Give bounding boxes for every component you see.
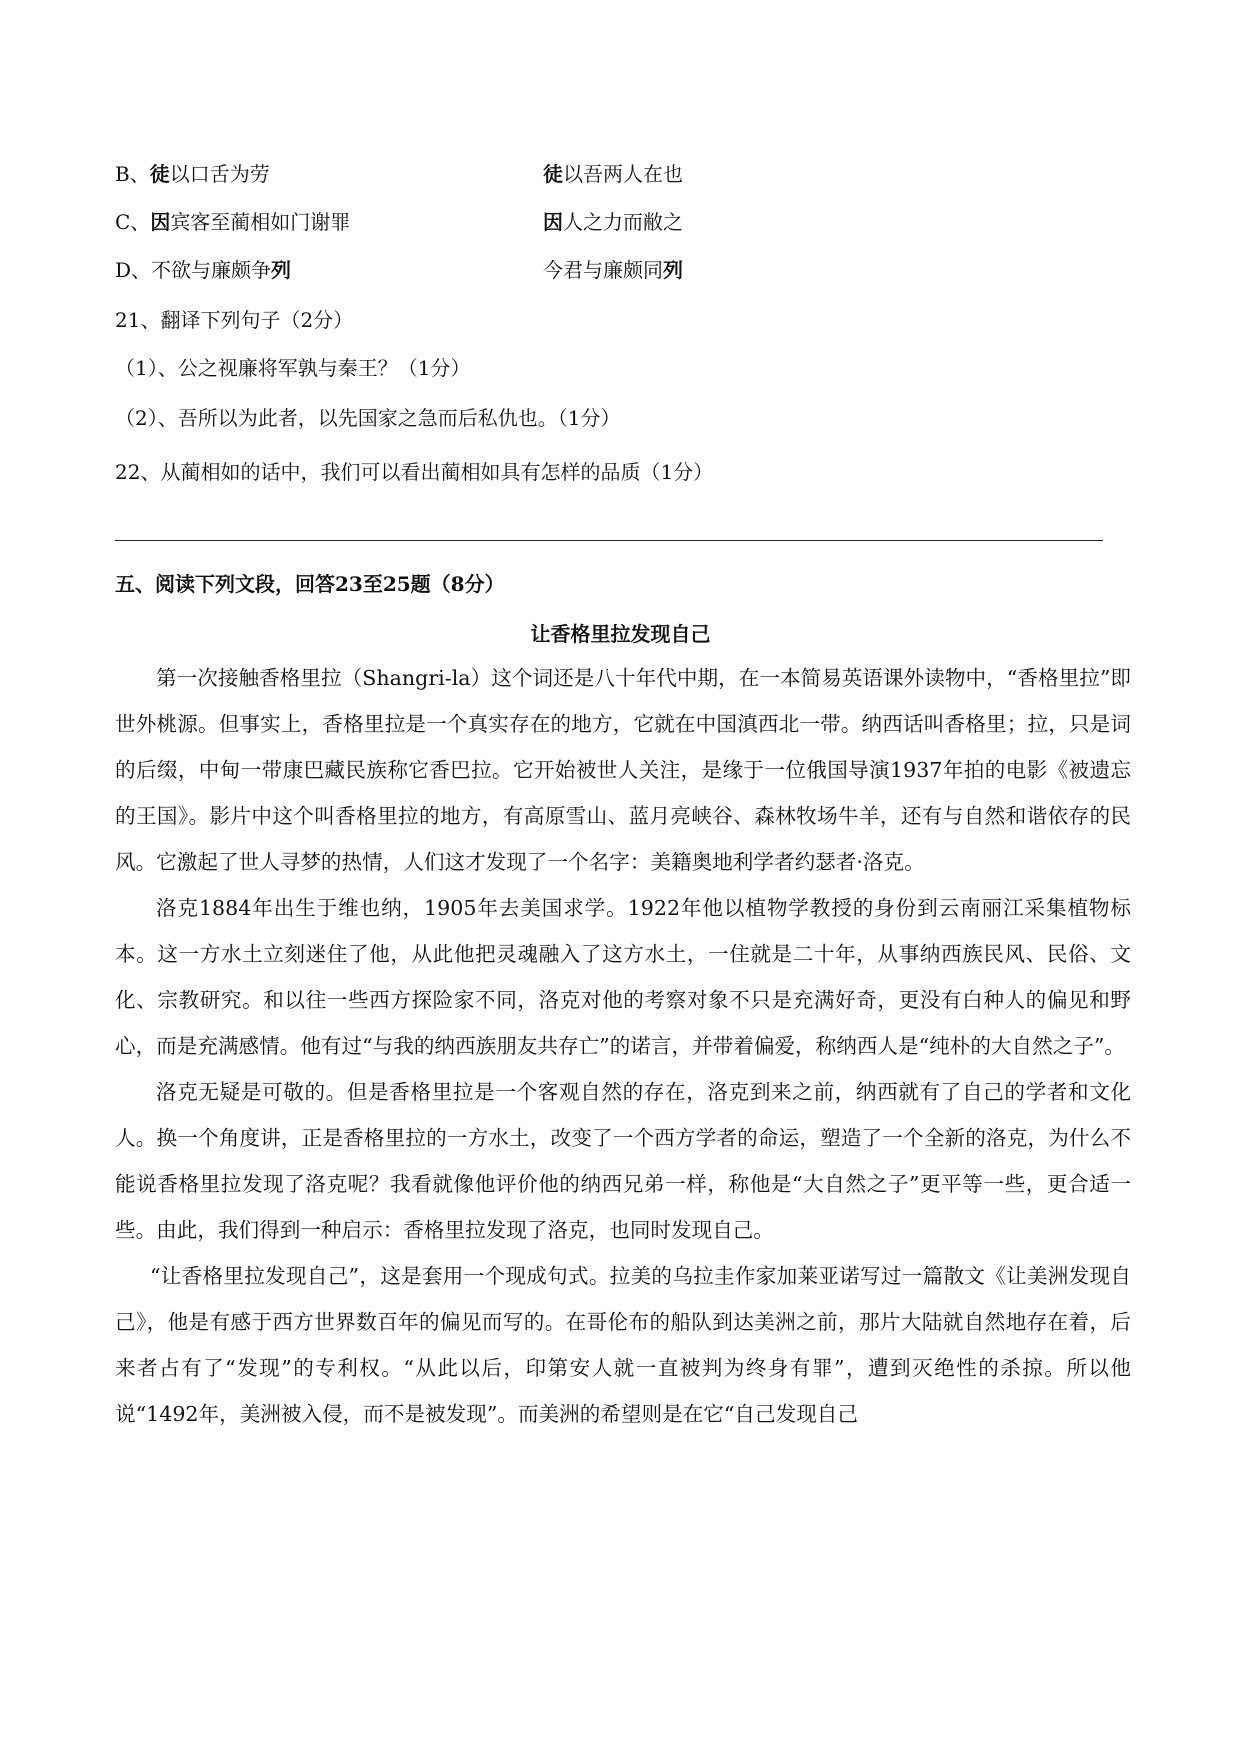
answer-line xyxy=(115,540,1103,541)
option-d-right: 今君与廉颇同列 xyxy=(543,258,683,282)
option-d-right-keyword: 列 xyxy=(663,258,683,282)
option-b-right: 徒以吾两人在也 xyxy=(543,162,683,186)
article-paragraph: “让香格里拉发现自己”，这是套用一个现成句式。拉美的乌拉圭作家加莱亚诺写过一篇散文《让美洲发现自己》，他是有感于西方世界数百年的偏见而写的。在哥伦布的船队到达美洲之前，那片大陆就自然地存在着，后来者占有了“发现”的专利权。“从此以后，印第安人就一直被判为终身有罪”，遭到灭绝性的杀掠。所以他说“1492年，美洲被入侵，而不是被发现”。而美洲的希望则是在它“自己发现自己 xyxy=(115,1264,1131,1426)
article-paragraph: 洛克1884年出生于维也纳，1905年去美国求学。1922年他以植物学教授的身份到云南丽江采集植物标本。这一方水土立刻迷住了他，从此他把灵魂融入了这方水土，一住就是二十年，从事纳西族民风、民俗、文化、宗教研究。和以往一些西方探险家不同，洛克对他的考察对象不只是充满好奇，更没有白种人的偏见和野心，而是充满感情。他有过“与我的纳西族朋友共存亡”的诺言，并带着偏爱，称纳西人是“纯朴的大自然之子”。 xyxy=(115,896,1131,1058)
article-paragraph: 第一次接触香格里拉（Shangri-la）这个词还是八十年代中期，在一本简易英语课外读物中，“香格里拉”即世外桃源。但事实上，香格里拉是一个真实存在的地方，它就在中国滇西北一带。纳西话叫香格里；拉，只是词的后缀，中甸一带康巴藏民族称它香巴拉。它开始被世人关注，是缘于一位俄国导演1937年拍的电影《被遗忘的王国》。影片中这个叫香格里拉的地方，有高原雪山、蓝月亮峡谷、森林牧场牛羊，还有与自然和谐依存的民风。它激起了世人寻梦的热情，人们这才发现了一个名字：美籍奥地利学者约瑟者·洛克。 xyxy=(115,666,1131,874)
option-c-right-keyword: 因 xyxy=(543,210,563,234)
option-d-left-keyword: 列 xyxy=(271,258,292,282)
question-21-sentence-2: （2）、吾所以为此者，以先国家之急而后私仇也。（1分） xyxy=(115,406,621,430)
question-21-sentence-1: （1）、公之视廉将军孰与秦王？（1分） xyxy=(115,356,471,380)
article-body xyxy=(115,655,1131,1437)
option-c-left: C、因宾客至蔺相如门谢罪 xyxy=(115,210,351,234)
question-22-title: 22、从蔺相如的话中，我们可以看出蔺相如具有怎样的品质（1分） xyxy=(115,460,714,484)
option-b-left-keyword: 徒 xyxy=(149,162,170,186)
option-c-right: 因人之力而敝之 xyxy=(543,210,683,234)
option-b-right-keyword: 徒 xyxy=(543,162,563,186)
option-d-left: D、不欲与廉颇争列 xyxy=(115,258,292,282)
option-c-left-keyword: 因 xyxy=(150,210,171,234)
option-b-left: B、徒以口舌为劳 xyxy=(115,162,270,186)
section-5-heading: 五、阅读下列文段，回答23至25题（8分） xyxy=(115,572,505,596)
article-title: 让香格里拉发现自己 xyxy=(530,622,711,646)
article-paragraph: 洛克无疑是可敬的。但是香格里拉是一个客观自然的存在，洛克到来之前，纳西就有了自己的学者和文化人。换一个角度讲，正是香格里拉的一方水土，改变了一个西方学者的命运，塑造了一个全新的洛克，为什么不能说香格里拉发现了洛克呢？我看就像他评价他的纳西兄弟一样，称他是“大自然之子”更平等一些，更合适一些。由此，我们得到一种启示：香格里拉发现了洛克，也同时发现自己。 xyxy=(115,1080,1131,1242)
question-21-title: 21、翻译下列句子（2分） xyxy=(115,308,354,332)
